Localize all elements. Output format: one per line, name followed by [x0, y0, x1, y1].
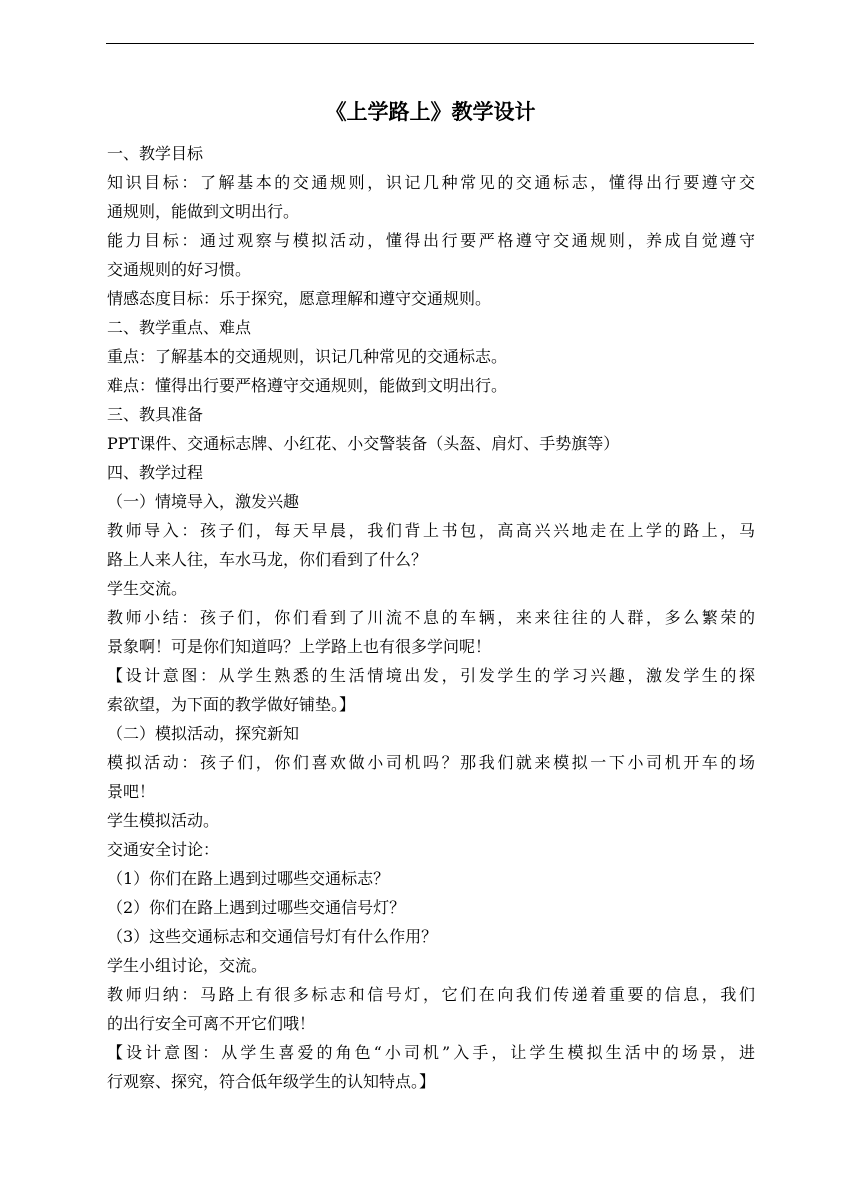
document-line: 学生小组讨论，交流。 — [107, 956, 268, 975]
document-line: 景象啊！可是你们知道吗？上学路上也有很多学问呢！ — [107, 637, 492, 656]
document-line: （3）这些交通标志和交通信号灯有什么作用？ — [107, 927, 438, 946]
document-line: 学生模拟活动。 — [107, 811, 220, 830]
document-line: 路上人来人往，车水马龙，你们看到了什么？ — [107, 550, 428, 569]
document-line: 教师导入：孩子们，每天早晨，我们背上书包，高高兴兴地走在上学的路上，马 — [107, 521, 755, 540]
document-line: 景吧！ — [107, 782, 156, 801]
document-line: （2）你们在路上遇到过哪些交通信号灯？ — [107, 898, 406, 917]
document-line: 四、教学过程 — [107, 463, 204, 482]
document-line: 模拟活动：孩子们，你们喜欢做小司机吗？那我们就来模拟一下小司机开车的场 — [107, 753, 755, 772]
document-line: 情感态度目标：乐于探究，愿意理解和遵守交通规则。 — [107, 289, 492, 308]
document-line: 一、教学目标 — [107, 144, 204, 163]
document-line: 重点：了解基本的交通规则，识记几种常见的交通标志。 — [107, 347, 508, 366]
document-line: 难点：懂得出行要严格遵守交通规则，能做到文明出行。 — [107, 376, 508, 395]
document-line: 教师小结：孩子们，你们看到了川流不息的车辆，来来往往的人群，多么繁荣的 — [107, 608, 755, 627]
document-line: 能力目标：通过观察与模拟活动，懂得出行要严格遵守交通规则，养成自觉遵守 — [107, 231, 755, 250]
document-body — [107, 139, 755, 1096]
document-line: 教师归纳：马路上有很多标志和信号灯，它们在向我们传递着重要的信息，我们 — [107, 985, 755, 1004]
document-line: 二、教学重点、难点 — [107, 318, 252, 337]
document-line: 三、教具准备 — [107, 405, 204, 424]
document-line: 【设计意图：从学生喜爱的角色“小司机”入手，让学生模拟生活中的场景，进 — [107, 1043, 755, 1062]
document-line: 学生交流。 — [107, 579, 188, 598]
document-line: 知识目标：了解基本的交通规则，识记几种常见的交通标志，懂得出行要遵守交 — [107, 173, 755, 192]
document-line: （一）情境导入，激发兴趣 — [107, 492, 300, 511]
document-line: （1）你们在路上遇到过哪些交通标志？ — [107, 869, 390, 888]
document-line: 索欲望，为下面的教学做好铺垫。】 — [107, 695, 356, 714]
header-rule — [106, 43, 754, 44]
document-line: 【设计意图：从学生熟悉的生活情境出发，引发学生的学习兴趣，激发学生的探 — [107, 666, 755, 685]
document-line: PPT课件、交通标志牌、小红花、小交警装备（头盔、肩灯、手势旗等） — [107, 434, 620, 453]
document-line: （二）模拟活动，探究新知 — [107, 724, 300, 743]
document-line: 交通规则的好习惯。 — [107, 260, 252, 279]
document-line: 交通安全讨论： — [107, 840, 220, 859]
page-title: 《上学路上》教学设计 — [325, 99, 536, 124]
document-line: 行观察、探究，符合低年级学生的认知特点。】 — [107, 1072, 436, 1091]
document-line: 的出行安全可离不开它们哦！ — [107, 1014, 316, 1033]
document-line: 通规则，能做到文明出行。 — [107, 202, 300, 221]
